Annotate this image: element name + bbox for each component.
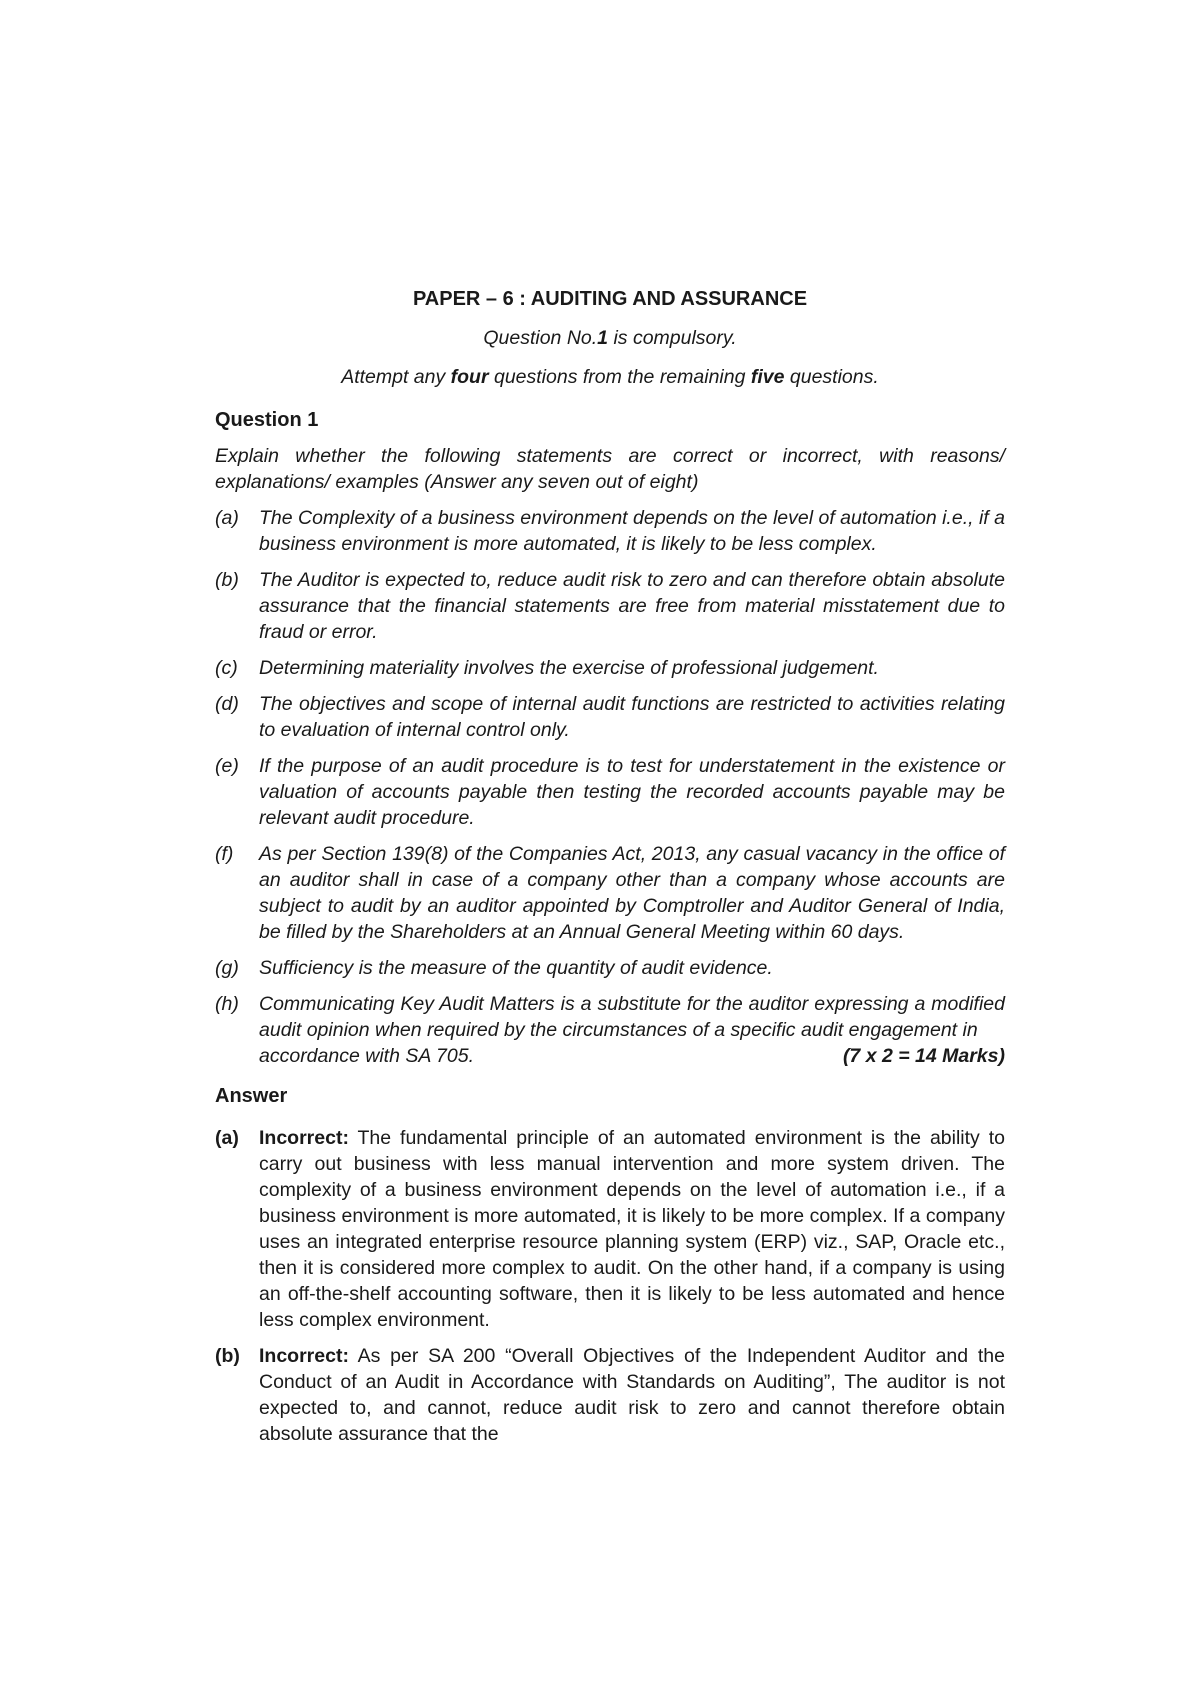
- item-label: (b): [215, 569, 239, 591]
- item-text: As per Section 139(8) of the Companies Act, 2013, any casual vacancy in the office of an auditor shall in case of a company other than a company whose accounts are subject to audit by an auditor appointed by Comptroller and Auditor General of India, be filled by the Shareholders at an Annual General Meeting within 60 days.: [259, 843, 1005, 943]
- question-intro: Explain whether the following statements are correct or incorrect, with reasons/ explanations/ examples (Answer any seven out of eight): [215, 445, 1005, 493]
- answer-text: The fundamental principle of an automated environment is the ability to carry out business with less manual intervention and more system driven. The complexity of a business environment depends on the level of automation i.e., if a business environment is more automated, it is likely to be more complex. If a company uses an integrated enterprise resource planning system (ERP) viz., SAP, Oracle etc., then it is considered more complex to audit. On the other hand, if a company is using an off-the-shelf accounting software, then it is likely to be less automated and hence less complex environment.: [259, 1127, 1005, 1331]
- item-text: If the purpose of an audit procedure is to test for understatement in the existence or valuation of accounts payable then testing the recorded accounts payable may be relevant audit procedure.: [259, 755, 1005, 829]
- item-text: Sufficiency is the measure of the quantity of audit evidence.: [259, 957, 773, 979]
- question-item-d: [215, 691, 1005, 743]
- question-item-a: [215, 505, 1005, 557]
- item-label: (d): [215, 693, 239, 715]
- item-text: The Auditor is expected to, reduce audit risk to zero and can therefore obtain absolute assurance that the financial statements are free from material misstatement due to fraud or error.: [259, 569, 1005, 643]
- item-label: (h): [215, 993, 239, 1015]
- question-item-e: [215, 753, 1005, 831]
- item-label: (e): [215, 755, 239, 777]
- question-heading: Question 1: [215, 409, 319, 431]
- answer-item-b: [215, 1343, 1005, 1447]
- question-item-g: [215, 955, 1005, 981]
- answer-heading: Answer: [215, 1085, 288, 1107]
- item-text: Determining materiality involves the exercise of professional judgement.: [259, 657, 879, 679]
- item-text: Communicating Key Audit Matters is a substitute for the auditor expressing a modified audit opinion when required by the circumstances of a specific audit engagement in: [259, 993, 1005, 1041]
- question-item-f: [215, 841, 1005, 945]
- item-text: The objectives and scope of internal audit functions are restricted to activities relating to evaluation of internal control only.: [259, 693, 1005, 741]
- marks-allocation: (7 x 2 = 14 Marks): [842, 1045, 1005, 1067]
- verdict: Incorrect:: [259, 1345, 349, 1367]
- attempt-instruction: Attempt any four questions from the remaining five questions.: [341, 366, 879, 388]
- item-text: The Complexity of a business environment depends on the level of automation i.e., if a business environment is more automated, it is likely to be less complex.: [259, 507, 1005, 555]
- item-label: (g): [215, 957, 239, 979]
- compulsory-instruction: Question No.1 is compulsory.: [483, 327, 737, 349]
- item-label: (a): [215, 507, 239, 529]
- page-content: [215, 286, 1005, 1457]
- paper-title: PAPER – 6 : AUDITING AND ASSURANCE: [412, 288, 808, 310]
- item-label: (a): [215, 1127, 239, 1149]
- question-item-c: [215, 655, 1005, 681]
- answer-text: As per SA 200 “Overall Objectives of the Independent Auditor and the Conduct of an Audit in Accordance with Standards on Auditing”, The auditor is not expected to, and cannot, reduce audit risk to zero and cannot therefore obtain absolute assurance that the: [259, 1345, 1005, 1445]
- item-label: (c): [215, 657, 238, 679]
- question-item-b: [215, 567, 1005, 645]
- marks-line: [259, 1043, 1005, 1069]
- item-label: (f): [215, 843, 234, 865]
- question-item-h: [215, 991, 1005, 1069]
- verdict: Incorrect:: [259, 1127, 349, 1149]
- item-label: (b): [215, 1345, 240, 1367]
- answer-item-a: [215, 1125, 1005, 1333]
- item-text-end: accordance with SA 705.: [259, 1045, 474, 1067]
